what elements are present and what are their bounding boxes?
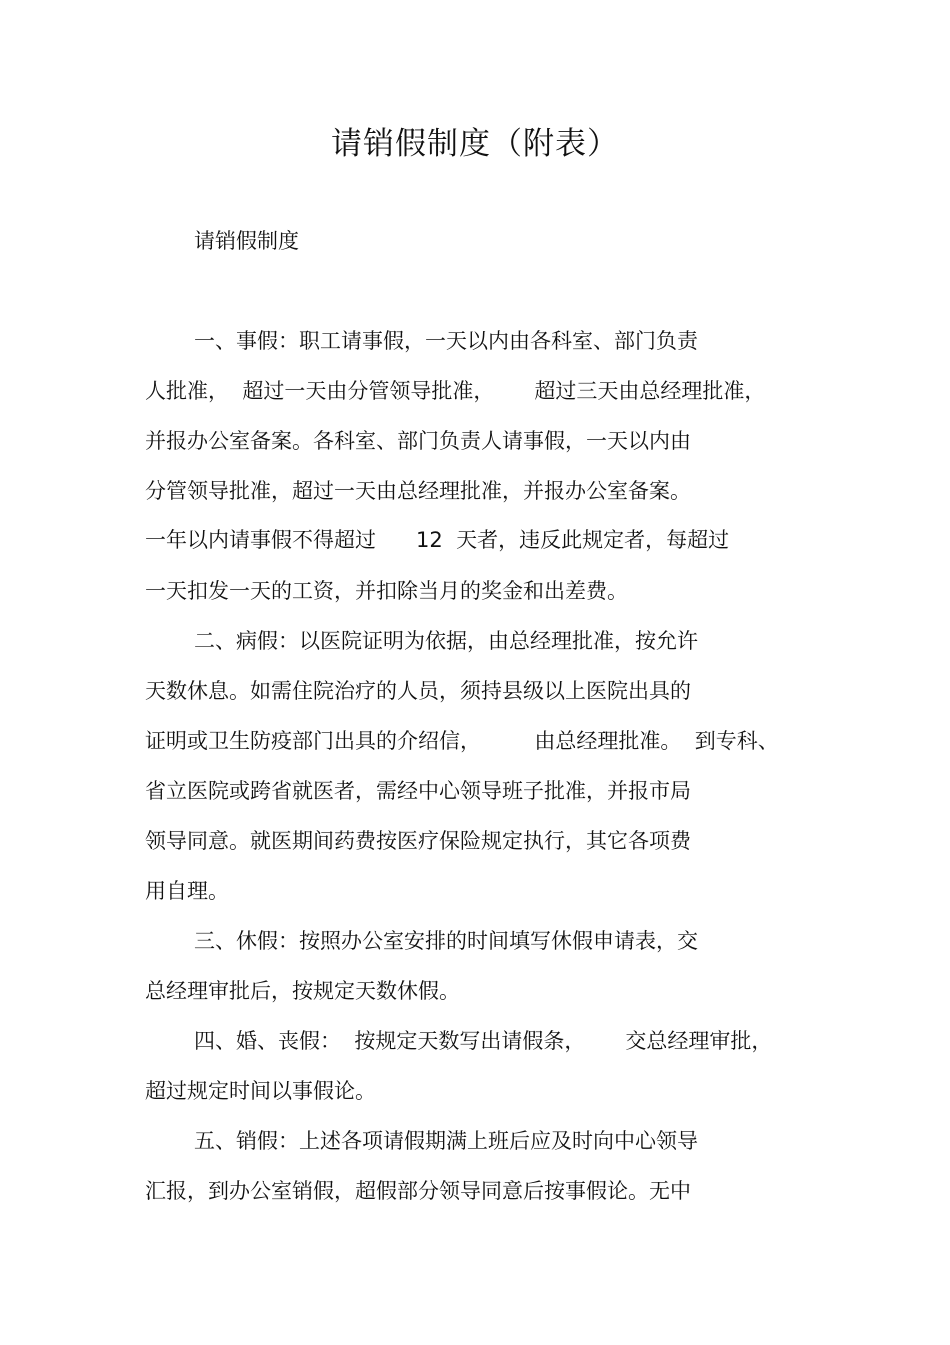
- paragraph-1-line-1: 一、事假：职工请事假，一天以内由各科室、部门负责: [194, 329, 698, 353]
- paragraph-3-line-1: 三、休假：按照办公室安排的时间填写休假申请表，交: [194, 929, 698, 953]
- paragraph-2-line-4: 省立医院或跨省就医者，需经中心领导班子批准，并报市局: [145, 779, 691, 803]
- paragraph-2-line-6: 用自理。: [145, 879, 229, 903]
- paragraph-1-line-4: 分管领导批准，超过一天由总经理批准，并报办公室备案。: [145, 479, 691, 503]
- paragraph-1-line-6: 一天扣发一天的工资，并扣除当月的奖金和出差费。: [145, 579, 628, 603]
- paragraph-1-line-3: 并报办公室备案。各科室、部门负责人请事假，一天以内由: [145, 429, 691, 453]
- paragraph-1-line-2: 人批准， 超过一天由分管领导批准， 超过三天由总经理批准，: [145, 379, 766, 403]
- paragraph-5-line-2: 汇报，到办公室销假，超假部分领导同意后按事假论。无中: [145, 1179, 691, 1203]
- paragraph-5-line-1: 五、销假：上述各项请假期满上班后应及时向中心领导: [194, 1129, 698, 1153]
- document-title: 请销假制度（附表）: [331, 126, 619, 162]
- paragraph-2-line-5: 领导同意。就医期间药费按医疗保险规定执行，其它各项费: [145, 829, 691, 853]
- paragraph-2-line-2: 天数休息。如需住院治疗的人员，须持县级以上医院出具的: [145, 679, 691, 703]
- paragraph-1-line-5: 一年以内请事假不得超过 12 天者，违反此规定者，每超过: [145, 528, 730, 552]
- document-subtitle: 请销假制度: [194, 229, 299, 253]
- paragraph-4-line-2: 超过规定时间以事假论。: [145, 1079, 376, 1103]
- paragraph-2-line-1: 二、病假：以医院证明为依据，由总经理批准，按允许: [194, 629, 698, 653]
- paragraph-3-line-2: 总经理审批后，按规定天数休假。: [145, 979, 460, 1003]
- paragraph-2-line-3: 证明或卫生防疫部门出具的介绍信， 由总经理批准。 到专科、: [145, 729, 779, 753]
- paragraph-4-line-1: 四、婚、丧假： 按规定天数写出请假条， 交总经理审批，: [194, 1029, 773, 1053]
